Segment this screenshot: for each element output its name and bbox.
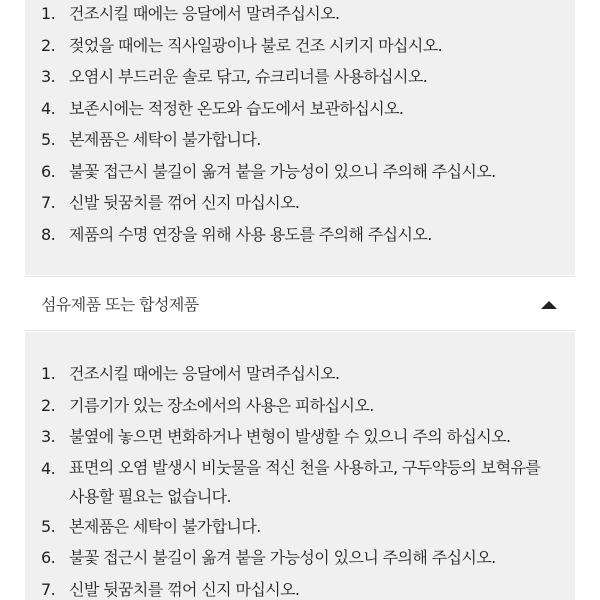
item-text: 건조시킬 때에는 응달에서 말려주십시오. (69, 4, 340, 23)
list-item (41, 219, 559, 251)
item-text: 불옆에 놓으면 변화하거나 변형이 발생할 수 있으니 주의 하십시오. (69, 427, 511, 446)
list-item (41, 511, 559, 543)
list-item (41, 421, 559, 453)
item-text: 보존시에는 적정한 온도와 습도에서 보관하십시오. (69, 98, 404, 118)
list-item (41, 390, 559, 422)
item-text: 본제품은 세탁이 불가합니다. (69, 130, 261, 149)
item-text: 표면의 오염 발생시 비눗물을 적신 천을 사용하고, 구두약등의 보혁유를 사용할 필요는 없습니다. (69, 457, 541, 506)
item-text: 젖었을 때에는 직사일광이나 불로 건조 시키지 마십시오. (69, 35, 443, 55)
care-list (41, 0, 559, 250)
item-text: 불꽃 접근시 불길이 옮겨 붙을 가능성이 있으니 주의해 주십시오. (69, 548, 496, 567)
item-number: 5. (41, 516, 56, 536)
caret-up-icon[interactable] (541, 301, 557, 309)
item-number: 7. (41, 579, 56, 599)
accordion-header-fabric[interactable] (25, 276, 575, 331)
care-list (41, 358, 559, 600)
care-panel-fabric (25, 332, 575, 600)
list-item (41, 156, 559, 188)
list-item (41, 61, 559, 93)
item-number: 6. (41, 161, 56, 181)
item-number: 1. (41, 4, 56, 23)
list-item (41, 187, 559, 219)
item-number: 8. (41, 224, 56, 244)
list-item (41, 453, 559, 511)
item-number: 5. (41, 130, 56, 149)
item-number: 3. (41, 427, 56, 446)
list-item (41, 574, 559, 600)
item-text: 오염시 부드러운 솔로 닦고, 슈크리너를 사용하십시오. (69, 67, 428, 86)
item-number: 4. (41, 98, 56, 118)
item-number: 7. (41, 193, 56, 212)
care-panel-leather (25, 0, 575, 275)
item-text: 본제품은 세탁이 불가합니다. (69, 516, 261, 536)
item-number: 3. (41, 67, 56, 86)
item-text: 신발 뒷꿈치를 꺾어 신지 마십시오. (69, 579, 300, 599)
item-text: 불꽃 접근시 불길이 옮겨 붙을 가능성이 있으니 주의해 주십시오. (69, 161, 496, 181)
list-item (41, 93, 559, 125)
item-number: 4. (41, 458, 56, 478)
item-text: 신발 뒷꿈치를 꺾어 신지 마십시오. (69, 193, 300, 212)
item-number: 2. (41, 395, 56, 415)
item-text: 제품의 수명 연장을 위해 사용 용도를 주의해 주십시오. (69, 224, 432, 244)
list-item (41, 358, 559, 390)
list-item (41, 542, 559, 574)
list-item (41, 30, 559, 62)
item-text: 건조시킬 때에는 응달에서 말려주십시오. (69, 364, 340, 383)
item-number: 6. (41, 548, 56, 567)
item-number: 1. (41, 364, 56, 383)
item-text: 기름기가 있는 장소에서의 사용은 피하십시오. (69, 395, 374, 415)
item-number: 2. (41, 35, 56, 55)
list-item (41, 0, 559, 30)
list-item (41, 124, 559, 156)
accordion-title: 섬유제품 또는 합성제품 (41, 295, 199, 314)
